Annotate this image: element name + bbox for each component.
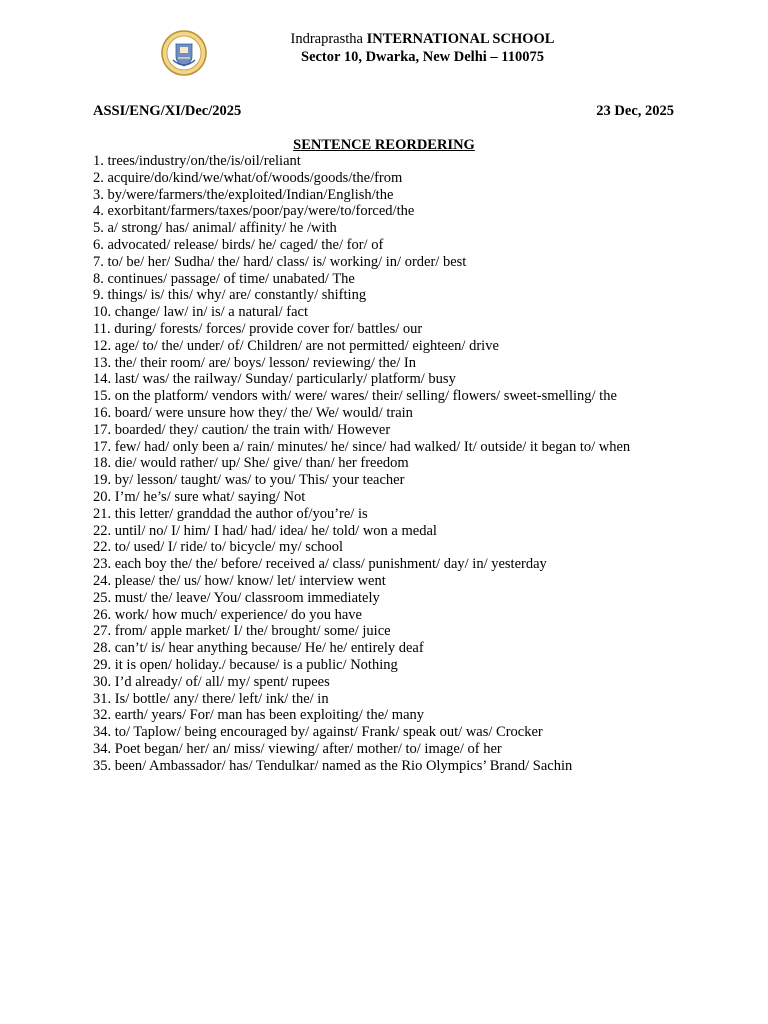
school-name-line (250, 30, 595, 48)
question-item: 5. a/ strong/ has/ animal/ affinity/ he /with (93, 220, 337, 237)
question-item: 21. this letter/ granddad the author of/you’re/ is (93, 505, 368, 522)
page-title: SENTENCE REORDERING (293, 137, 475, 153)
question-item: 11. during/ forests/ forces/ provide cover for/ battles/ our (93, 320, 423, 337)
school-logo (161, 30, 207, 76)
question-item: 18. die/ would rather/ up/ She/ give/ than/ her freedom (93, 455, 409, 472)
question-item: 27. from/ apple market/ I/ the/ brought/ some/ juice (93, 623, 391, 640)
question-item: 20. I’m/ he’s/ sure what/ saying/ Not (93, 488, 306, 505)
question-item: 22. to/ used/ I/ ride/ to/ bicycle/ my/ school (93, 539, 344, 556)
question-item: 26. work/ how much/ experience/ do you have (93, 606, 362, 623)
question-item: 31. Is/ bottle/ any/ there/ left/ ink/ the/ in (93, 690, 329, 707)
school-address: Sector 10, Dwarka, New Delhi – 110075 (301, 49, 544, 65)
question-list (93, 153, 733, 774)
question-item: 35. been/ Ambassador/ has/ Tendulkar/ named as the Rio Olympics’ Brand/ Sachin (93, 757, 573, 774)
school-prefix: Indraprastha (290, 31, 363, 47)
question-item: 23. each boy the/ the/ before/ received a/ class/ punishment/ day/ in/ yesterday (93, 556, 547, 573)
question-item: 17. few/ had/ only been a/ rain/ minutes/ he/ since/ had walked/ It/ outside/ it began to/ when (93, 438, 631, 455)
question-item: 7. to/ be/ her/ Sudha/ the/ hard/ class/ is/ working/ in/ order/ best (93, 253, 467, 270)
question-item: 22. until/ no/ I/ him/ I had/ had/ idea/ he/ told/ won a medal (93, 522, 437, 539)
question-item: 2. acquire/do/kind/we/what/of/woods/goods/the/from (93, 169, 403, 186)
question-item: 6. advocated/ release/ birds/ he/ caged/ the/ for/ of (93, 236, 384, 253)
question-item: 28. can’t/ is/ hear anything because/ He/ he/ entirely deaf (93, 640, 424, 657)
assignment-reference: ASSI/ENG/XI/Dec/2025 (93, 103, 242, 119)
question-item: 34. Poet began/ her/ an/ miss/ viewing/ after/ mother/ to/ image/ of her (93, 740, 502, 757)
question-item: 10. change/ law/ in/ is/ a natural/ fact (93, 304, 309, 321)
question-item: 16. board/ were unsure how they/ the/ We/ would/ train (93, 404, 413, 421)
question-item: 24. please/ the/ us/ how/ know/ let/ interview went (93, 572, 386, 589)
question-item: 12. age/ to/ the/ under/ of/ Children/ are not permitted/ eighteen/ drive (93, 337, 499, 354)
question-item: 9. things/ is/ this/ why/ are/ constantly/ shifting (93, 287, 367, 304)
question-item: 1. trees/industry/on/the/is/oil/reliant (93, 153, 301, 169)
question-item: 30. I’d already/ of/ all/ my/ spent/ rupees (93, 673, 330, 690)
school-header (250, 30, 595, 66)
school-name: INTERNATIONAL SCHOOL (366, 31, 555, 47)
question-item: 15. on the platform/ vendors with/ were/ wares/ their/ selling/ flowers/ sweet-smelling/ the (93, 388, 617, 405)
question-item: 13. the/ their room/ are/ boys/ lesson/ reviewing/ the/ In (93, 354, 416, 371)
question-item: 4. exorbitant/farmers/taxes/poor/pay/were/to/forced/the (93, 203, 415, 220)
question-item: 25. must/ the/ leave/ You/ classroom immediately (93, 589, 380, 606)
question-item: 3. by/were/farmers/the/exploited/Indian/English/the (93, 186, 394, 203)
question-item: 8. continues/ passage/ of time/ unabated/ The (93, 270, 355, 287)
assignment-date: 23 Dec, 2025 (596, 103, 674, 119)
question-item: 14. last/ was/ the railway/ Sunday/ particularly/ platform/ busy (93, 371, 456, 388)
question-item: 19. by/ lesson/ taught/ was/ to you/ This/ your teacher (93, 472, 405, 489)
question-item: 29. it is open/ holiday./ because/ is a public/ Nothing (93, 656, 398, 673)
question-item: 17. boarded/ they/ caution/ the train with/ However (93, 421, 391, 438)
question-item: 34. to/ Taplow/ being encouraged by/ against/ Frank/ speak out/ was/ Crocker (93, 724, 543, 741)
question-item: 32. earth/ years/ For/ man has been exploiting/ the/ many (93, 707, 425, 724)
